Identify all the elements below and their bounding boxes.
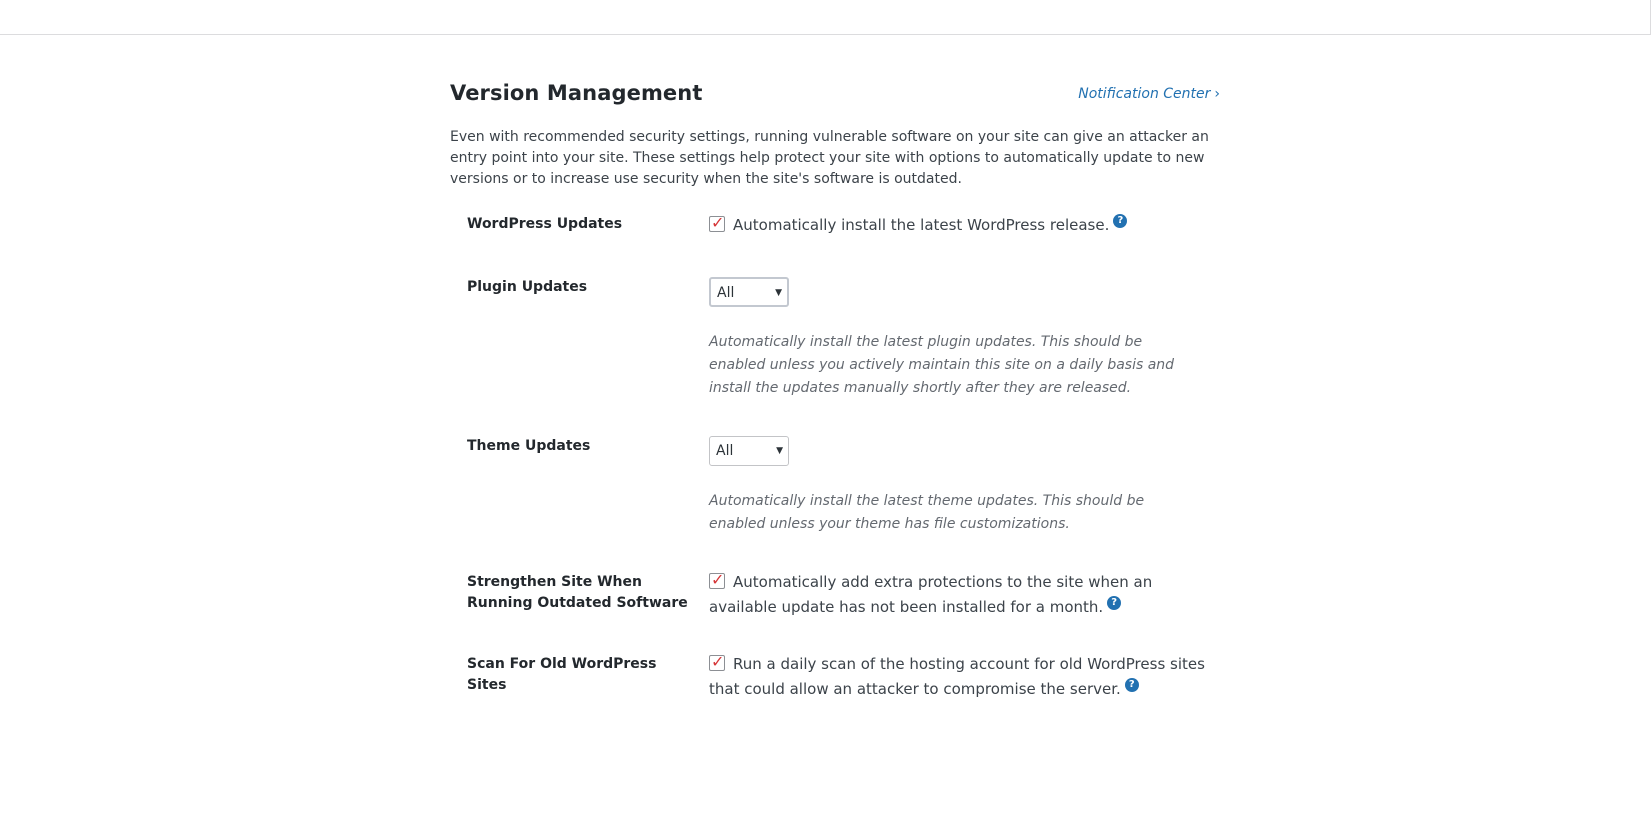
- theme-updates-field: [709, 436, 1209, 536]
- wordpress-updates-checkbox[interactable]: [709, 213, 725, 232]
- notification-center-label: Notification Center: [1078, 86, 1211, 102]
- help-icon[interactable]: ?: [1107, 596, 1121, 610]
- notification-center-link[interactable]: [1078, 86, 1220, 102]
- plugin-updates-label: Plugin Updates: [467, 279, 588, 295]
- chevron-right-icon: ›: [1214, 86, 1220, 102]
- dropdown-arrow-icon: ▼: [776, 446, 783, 456]
- scan-old-sites-label: Scan For Old WordPress Sites: [467, 656, 657, 693]
- theme-updates-select[interactable]: [709, 436, 789, 466]
- plugin-updates-description: Automatically install the latest plugin updates. This should be enabled unless you actively maintain this site on a daily basis and install the updates manually shortly after they are released.: [709, 334, 1175, 396]
- help-icon[interactable]: ?: [1125, 678, 1139, 692]
- wordpress-updates-text: Automatically install the latest WordPress release.: [733, 216, 1110, 234]
- strengthen-site-label: Strengthen Site When Running Outdated Software: [467, 574, 688, 611]
- panel-header: [450, 60, 1220, 116]
- checkmark-icon: ✓: [711, 652, 725, 671]
- strengthen-site-checkbox[interactable]: [709, 570, 725, 589]
- checkmark-icon: ✓: [711, 570, 725, 589]
- intro-description: Even with recommended security settings, running vulnerable software on your site can give an attacker an entry point into your site. These settings help protect your site with options to automatically update to new versions or to increase use security when the site's software is outdated.: [450, 129, 1209, 187]
- checkmark-icon: ✓: [711, 213, 725, 232]
- wordpress-updates-field: [709, 213, 1209, 238]
- theme-updates-description: Automatically install the latest theme updates. This should be enabled unless your theme has file customizations.: [709, 493, 1145, 532]
- page-title: Version Management: [450, 81, 703, 105]
- theme-updates-label: Theme Updates: [467, 438, 591, 454]
- strengthen-site-field: [709, 570, 1209, 620]
- plugin-updates-select[interactable]: [709, 277, 789, 307]
- strengthen-site-text: Automatically add extra protections to the site when an available update has not been installed for a month.: [709, 573, 1153, 616]
- scan-old-sites-text: Run a daily scan of the hosting account for old WordPress sites that could allow an attacker to compromise the server.: [709, 655, 1205, 698]
- plugin-updates-select-value: All: [717, 285, 735, 301]
- help-icon[interactable]: ?: [1113, 214, 1127, 228]
- top-toolbar: [0, 0, 1651, 35]
- scan-old-sites-checkbox[interactable]: [709, 652, 725, 671]
- dropdown-arrow-icon: ▼: [775, 288, 782, 298]
- plugin-updates-field: [709, 277, 1209, 400]
- wordpress-updates-label: WordPress Updates: [467, 216, 623, 232]
- scan-old-sites-field: [709, 652, 1209, 702]
- theme-updates-select-value: All: [716, 443, 734, 459]
- version-management-panel: [450, 60, 1220, 698]
